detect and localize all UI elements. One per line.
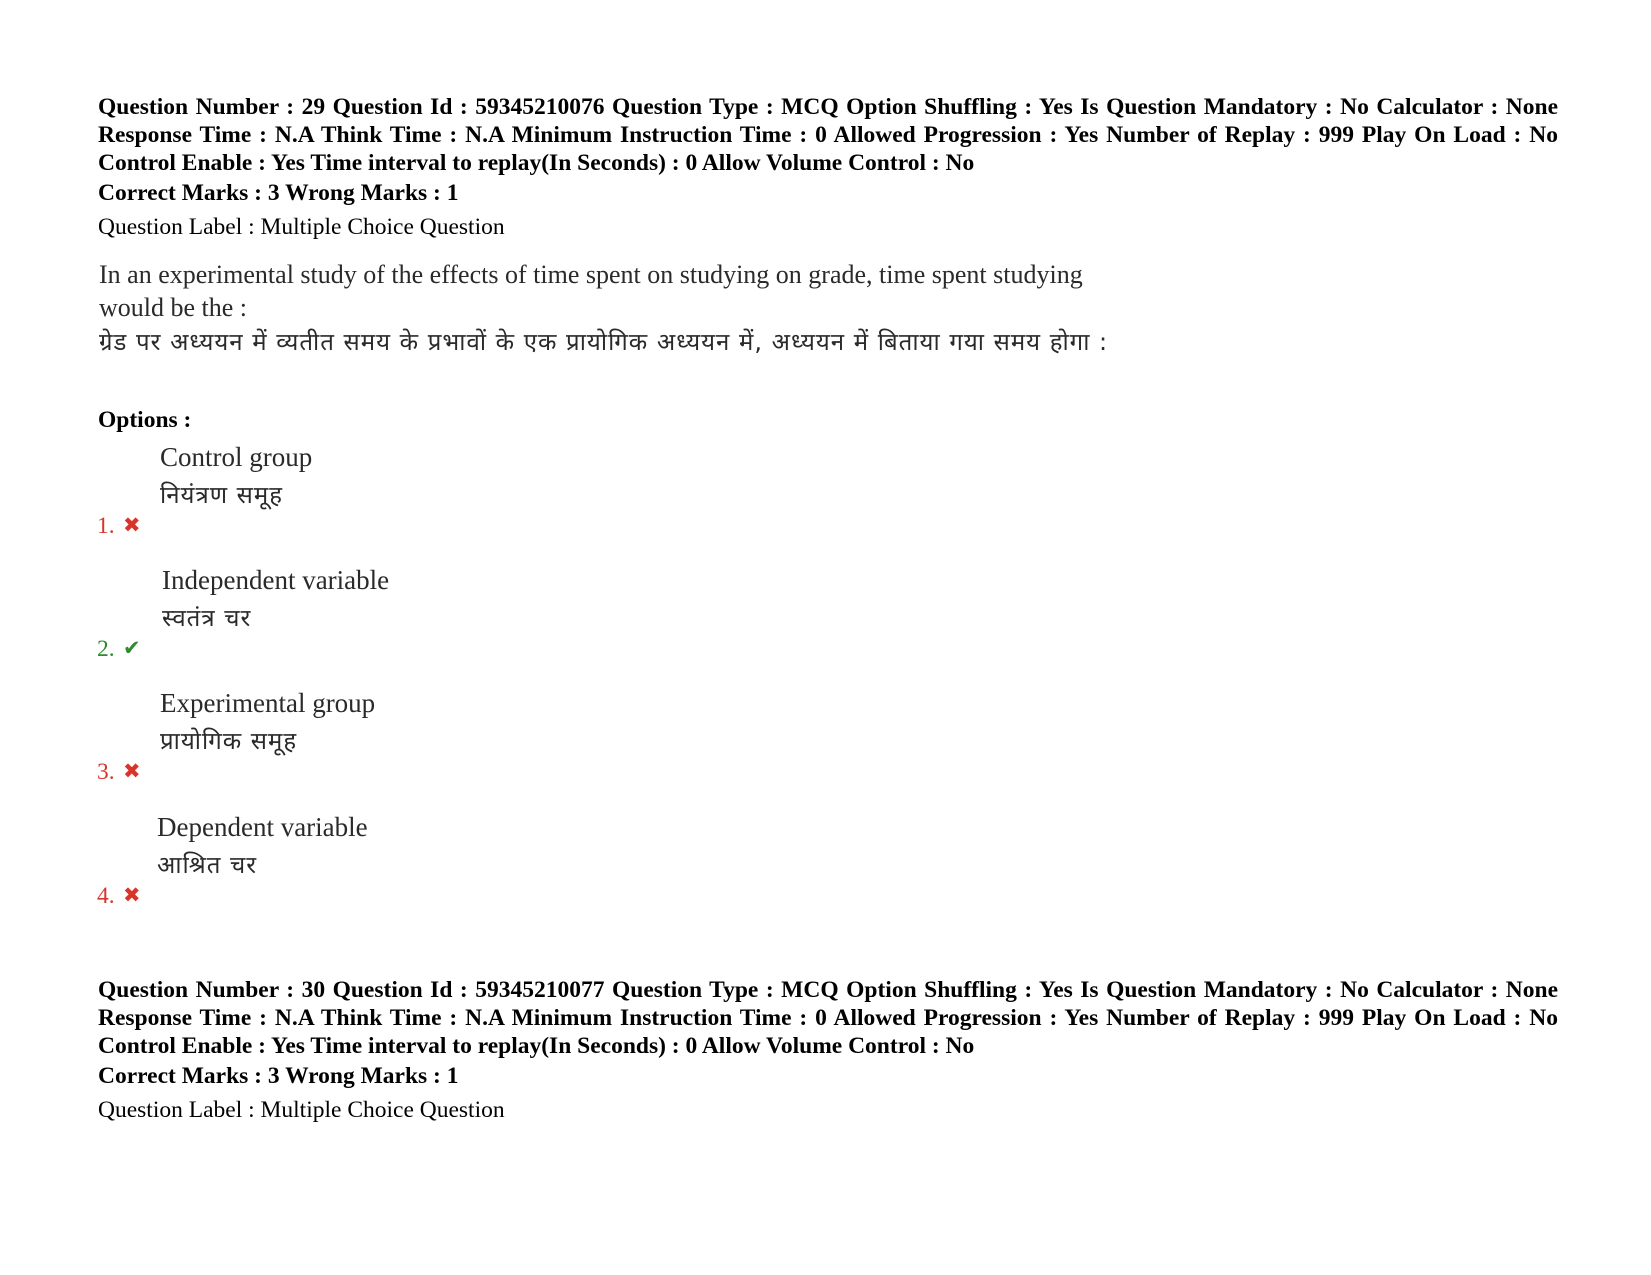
option-1-hindi: नियंत्रण समूह (160, 481, 284, 509)
option-3 (97, 686, 597, 786)
options-heading: Options : (98, 407, 192, 433)
question-29-marks: Correct Marks : 3 Wrong Marks : 1 (98, 180, 459, 206)
option-1 (97, 440, 597, 540)
option-2-hindi: स्वतंत्र चर (162, 604, 252, 632)
option-4-hindi: आश्रित चर (157, 851, 258, 879)
question-29-text-hindi: ग्रेड पर अध्ययन में व्यतीत समय के प्रभावों के एक प्रायोगिक अध्ययन में, अध्ययन में बिताया गया समय होगा : (99, 328, 1109, 356)
question-30-marks: Correct Marks : 3 Wrong Marks : 1 (98, 1063, 459, 1089)
question-30-label: Question Label : Multiple Choice Question (98, 1097, 505, 1123)
question-29-text-english: In an experimental study of the effects of time spent on studying on grade, time spent studying would be the : (99, 260, 1083, 322)
option-4 (97, 810, 597, 910)
option-1-english: Control group (160, 442, 313, 472)
question-29-text (99, 258, 1109, 361)
question-29-metadata: Question Number : 29 Question Id : 59345210076 Question Type : MCQ Option Shuffling : Yes Is Question Mandatory : No Calculator : None Response Time : N.A Think Time : N.A Minimum Instruction Time : 0 Allowed Progression : Yes Number of Replay : 999 Play On Load : No Control Enable : Yes Time interval to replay(In Seconds) : 0 Allow Volume Control : No (98, 94, 1558, 176)
cross-icon: ✖ (123, 883, 141, 907)
question-30-metadata: Question Number : 30 Question Id : 59345210077 Question Type : MCQ Option Shuffling : Yes Is Question Mandatory : No Calculator : None Response Time : N.A Think Time : N.A Minimum Instruction Time : 0 Allowed Progression : Yes Number of Replay : 999 Play On Load : No Control Enable : Yes Time interval to replay(In Seconds) : 0 Allow Volume Control : No (98, 977, 1558, 1059)
option-3-hindi: प्रायोगिक समूह (160, 727, 298, 755)
option-4-number: 4. (97, 883, 115, 909)
option-2-number: 2. (97, 636, 115, 662)
question-29-label: Question Label : Multiple Choice Question (98, 214, 505, 240)
cross-icon: ✖ (123, 759, 141, 783)
check-icon: ✔ (123, 636, 141, 660)
option-2-english: Independent variable (162, 565, 390, 595)
cross-icon: ✖ (123, 513, 141, 537)
option-4-english: Dependent variable (157, 812, 368, 842)
option-1-number: 1. (97, 513, 115, 539)
option-3-number: 3. (97, 759, 115, 785)
option-2 (97, 563, 597, 663)
option-3-english: Experimental group (160, 688, 376, 718)
